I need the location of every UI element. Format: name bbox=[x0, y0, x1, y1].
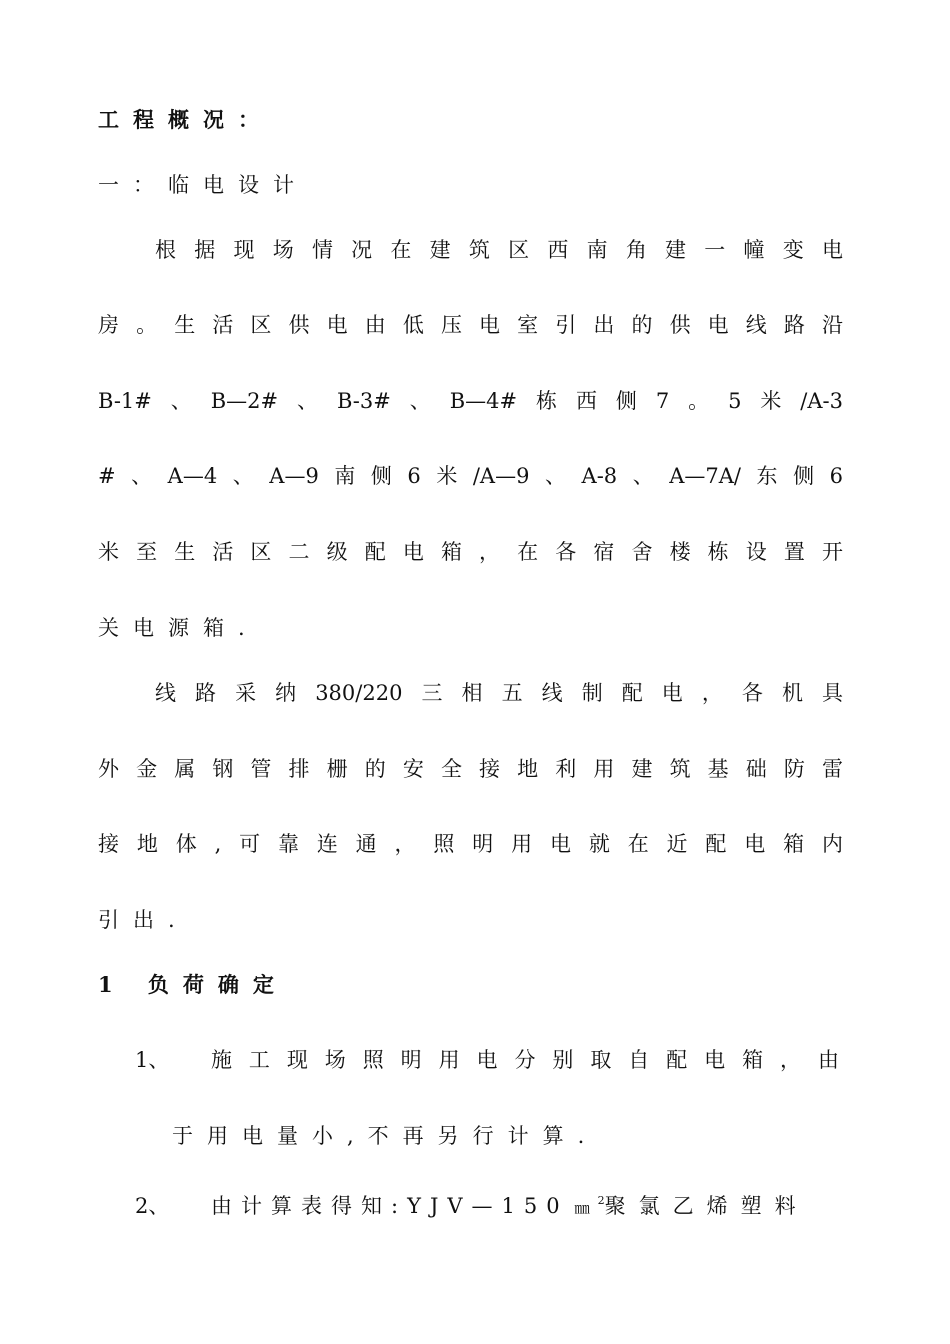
list-item-line bbox=[135, 1186, 843, 1223]
section-title-load: 1 负荷确定 bbox=[98, 972, 288, 997]
unit-superscript: 2 bbox=[597, 1194, 605, 1207]
list-item-number: 1、 bbox=[135, 1048, 170, 1072]
list-item-number: 2、 bbox=[135, 1194, 170, 1218]
list-item-text: 由计算表得知:YJV—150 bbox=[211, 1194, 569, 1218]
paragraph-line: 接地体,可靠连通，照明用电就在近配电箱内 bbox=[98, 832, 843, 856]
list-item-text-continued: 聚氯乙烯塑料 bbox=[604, 1194, 809, 1218]
paragraph-line: 引出. bbox=[98, 908, 189, 932]
list-item-line bbox=[135, 1045, 843, 1075]
list-item-text: 施工现场照明用电分别取自配电箱，由 bbox=[211, 1048, 839, 1072]
paragraph-line: 米至生活区二级配电箱，在各宿舍楼栋设置开 bbox=[98, 540, 843, 564]
list-item-continuation: 于用电量小,不再另行计算. bbox=[172, 1124, 599, 1148]
paragraph-line: B-1#、B—2#、B-3#、B—4#栋西侧7。5米/A-3 bbox=[98, 389, 843, 413]
paragraph-line: 根据现场情况在建筑区西南角建一幢变电 bbox=[155, 238, 843, 262]
paragraph-line: 关电源箱. bbox=[98, 616, 259, 640]
paragraph-line: #、A—4、A—9南侧6米/A—9、A-8、A—7A/东侧6 bbox=[98, 464, 843, 488]
paragraph-line: 外金属钢管排栅的安全接地利用建筑基础防雷 bbox=[98, 757, 843, 781]
paragraph-line: 线路采纳380/220三相五线制配电，各机具 bbox=[155, 681, 843, 705]
page-heading: 工程概况： bbox=[98, 107, 273, 132]
paragraph-line: 房。生活区供电由低压电室引出的供电线路沿 bbox=[98, 313, 843, 337]
unit-mm: ㎜ bbox=[574, 1199, 590, 1217]
section-title-power-design: 一：临电设计 bbox=[98, 173, 308, 197]
